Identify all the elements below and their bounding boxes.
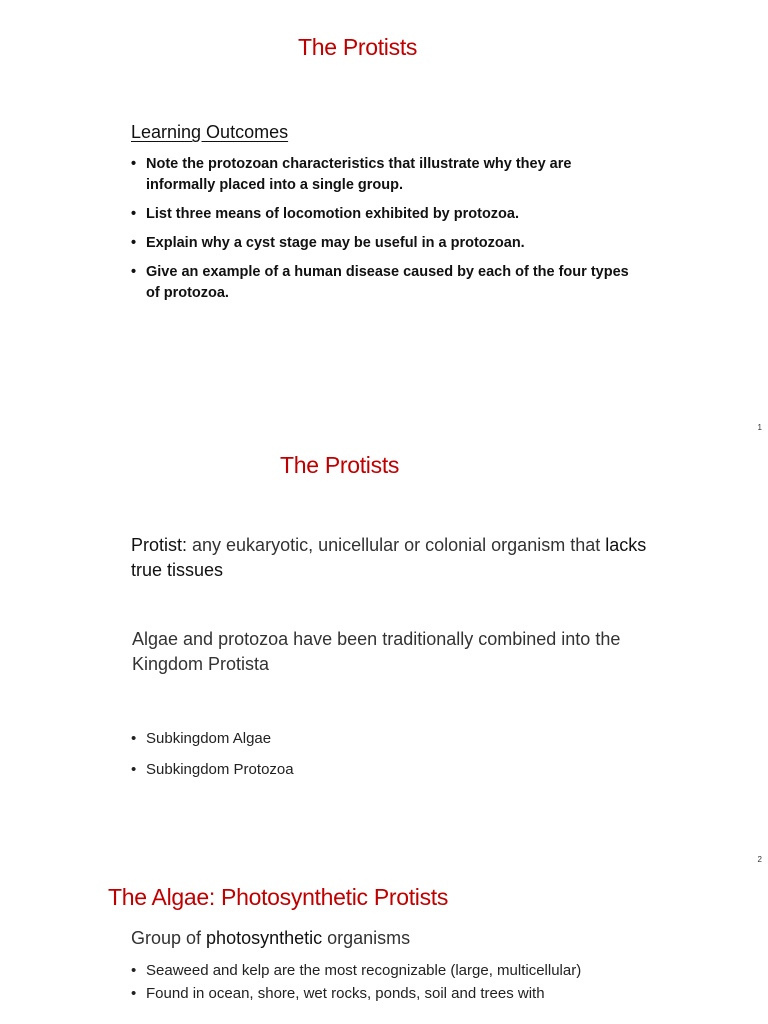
list-item: • Found in ocean, shore, wet rocks, ponds, soil and trees with — [131, 983, 611, 1004]
list-item: • Subkingdom Algae — [131, 730, 294, 747]
list-item: • Subkingdom Protozoa — [131, 761, 294, 778]
algae-list — [131, 960, 611, 1006]
definition-emphasis: lacks true tissues — [131, 535, 647, 580]
intro-emphasis: photosynthetic — [206, 928, 323, 948]
page-number: 2 — [757, 855, 762, 864]
slide-title: The Protists — [280, 452, 400, 478]
list-item: • Explain why a cyst stage may be useful in a protozoan. — [131, 233, 641, 254]
page-number: 1 — [757, 423, 762, 432]
list-item: • Seaweed and kelp are the most recognizable (large, multicellular) — [131, 960, 611, 981]
slide-title: The Algae: Photosynthetic Protists — [108, 884, 449, 910]
intro-prefix: Group of — [131, 928, 207, 948]
intro-suffix: organisms — [322, 928, 411, 948]
slide-title: The Protists — [298, 34, 418, 60]
kingdom-paragraph: Algae and protozoa have been traditionally combined into the Kingdom Protista — [132, 629, 621, 674]
list-item: • List three means of locomotion exhibited by protozoa. — [131, 204, 641, 225]
learning-outcomes-heading: Learning Outcomes — [131, 122, 289, 142]
algae-intro — [131, 928, 410, 949]
definition-term: Protist: — [131, 535, 188, 555]
list-item: • Note the protozoan characteristics that illustrate why they are informally placed into a single group. — [131, 154, 641, 196]
definition-text: any eukaryotic, unicellular or colonial organism that — [187, 535, 606, 555]
list-item: • Give an example of a human disease caused by each of the four types of protozoa. — [131, 262, 641, 304]
